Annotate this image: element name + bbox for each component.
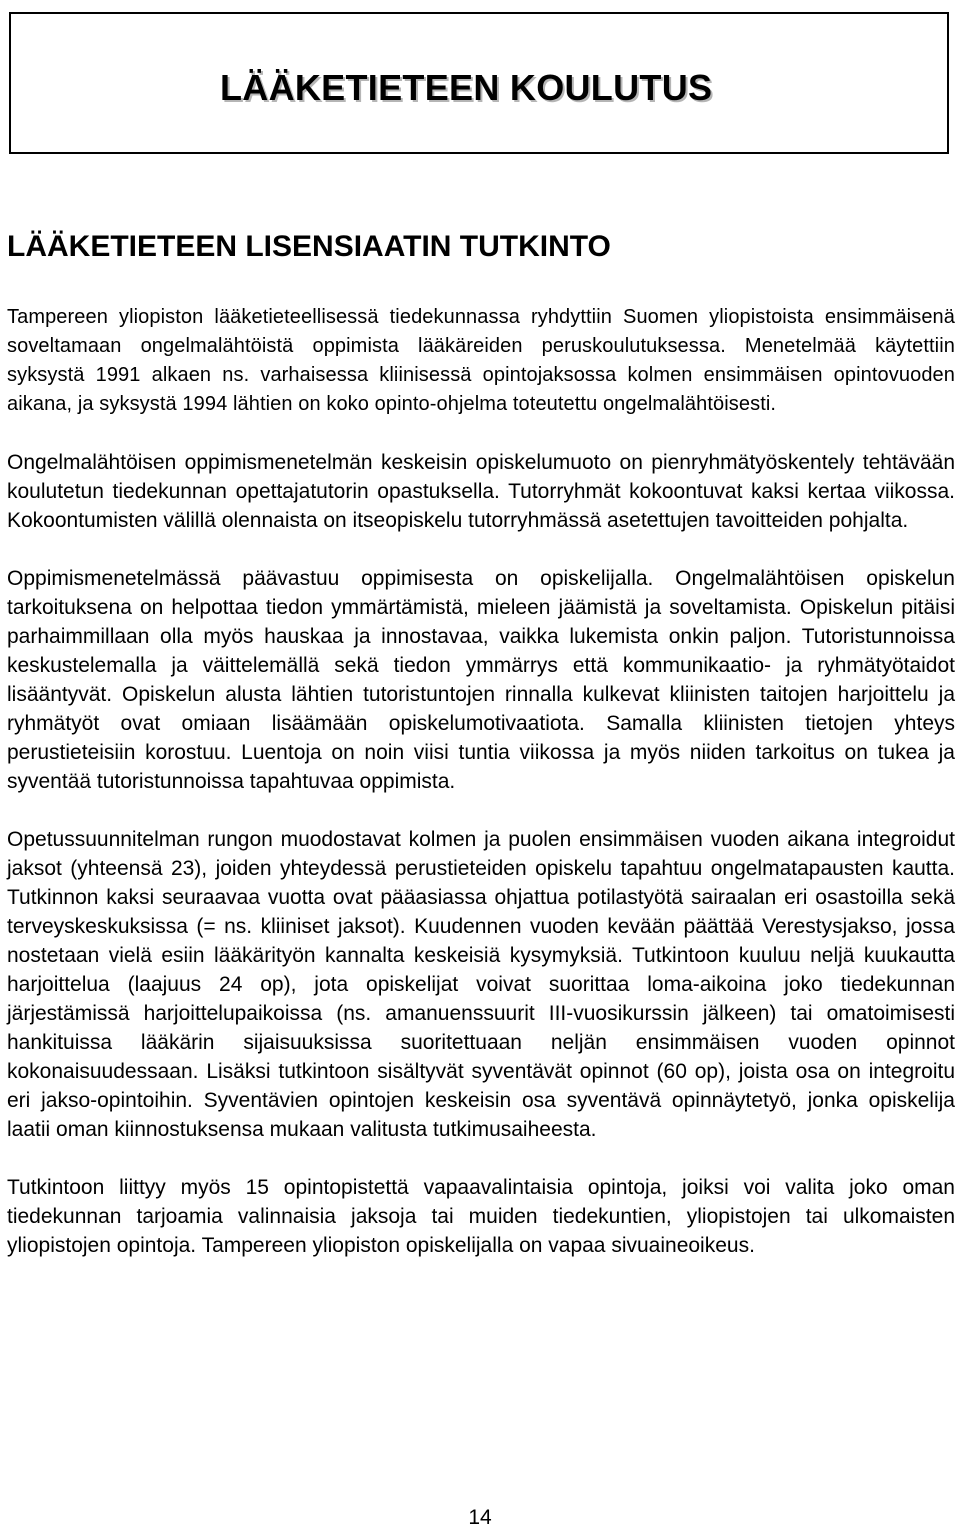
- paragraph-electives: Tutkintoon liittyy myös 15 opintopistettä vapaavalintaisia opintoja, joiksi voi valita joko oman tiedekunnan tarjoamia valinnaisia jaksoja tai muiden tiedekuntien, yliopistojen tai ulkomaisten yliopistojen opintoja. Tampereen yliopiston opiskelijalla on vapaa sivuaineoikeus.: [7, 1176, 955, 1257]
- body-text: [7, 303, 955, 1289]
- document-title: LÄÄKETIETEEN KOULUTUS: [220, 67, 713, 108]
- page-number: 14: [468, 1506, 492, 1529]
- paragraph-curriculum: Opetussuunnitelman rungon muodostavat kolmen ja puolen ensimmäisen vuoden aikana integroidut jaksot (yhteensä 23), joiden yhteydessä perustieteiden opiskelu tapahtuu ongelmatapausten kautta. Tutkinnon kaksi seuraavaa vuotta ovat pääasiassa ohjattua potilastyötä sairaalan eri osastoilla sekä terveyskeskuksissa (= ns. kliiniset jaksot). Kuudennen vuoden kevään päättää Verestysjakso, jossa nostetaan vielä esiin lääkärityön kannalta keskeisiä kysymyksiä. Tutkintoon kuuluu neljä kuukautta harjoittelua (laajuus 24 op), jota opiskelijat voivat suorittaa loma-aikoina joko tiedekunnan järjestämissä harjoittelupaikoissa (ns. amanuenssuurit III-vuosikurssin jälkeen) tai omatoimisesti hankituissa lääkärin sijaisuuksissa suoritettuaan neljän ensimmäisen vuoden opinnot kokonaisuudessaan. Lisäksi tutkintoon sisältyvät syventävät opinnot (60 op), joista osa on integroitu eri jakso-opintoihin. Syventävien opintojen keskeisin osa syventävä opinnäytetyö, jonka opiskelija laatii oman kiinnostuksensa mukaan valitusta tutkimusaiheesta.: [7, 828, 955, 1141]
- paragraph-method: Ongelmalähtöisen oppimismenetelmän keskeisin opiskelumuoto on pienryhmätyöskentely tehtävään koulutetun tiedekunnan opettajatutorin opastuksella. Tutorryhmät kokoontuvat kaksi kertaa viikossa. Kokoontumisten välillä olennaista on itseopiskelu tutorryhmässä asetettujen tavoitteiden pohjalta.: [7, 451, 955, 532]
- paragraph-responsibility: Oppimismenetelmässä päävastuu oppimisesta on opiskelijalla. Ongelmalähtöisen opiskelun tarkoituksena on helpottaa tiedon ymmärtämistä, mieleen jäämistä ja soveltamista. Opiskelun pitäisi parhaimmillaan olla myös hauskaa ja innostavaa, vaikka lukemista onkin paljon. Tutoristunnoissa keskustelemalla ja väittelemällä sekä tiedon ymmärrys että kommunikaatio- ja ryhmätyötaidot lisääntyvät. Opiskelun alusta lähtien tutoristuntojen rinnalla kulkevat kliinisten taitojen harjoittelu ja ryhmätyöt ovat omiaan lisäämään opiskelumotivaatiota. Samalla kliinisten tietojen yhteys perustieteisiin korostuu. Luentoja on noin viisi tuntia viikossa ja myös niiden tarkoitus on tukea ja syventää tutoristunnoissa tapahtuvaa oppimista.: [7, 567, 955, 793]
- paragraph-intro: Tampereen yliopiston lääketieteellisessä tiedekunnassa ryhdyttiin Suomen yliopistoista ensimmäisenä soveltamaan ongelmalähtöistä oppimista lääkäreiden peruskoulutuksessa. Menetelmää käytettiin syksystä 1991 alkaen ns. varhaisessa kliinisessä opintojaksossa kolmen ensimmäisen opintovuoden aikana, ja syksystä 1994 lähtien on koko opinto-ohjelma toteutettu ongelmalähtöisesti.: [7, 306, 955, 415]
- section-heading: LÄÄKETIETEEN LISENSIAATIN TUTKINTO: [7, 230, 611, 263]
